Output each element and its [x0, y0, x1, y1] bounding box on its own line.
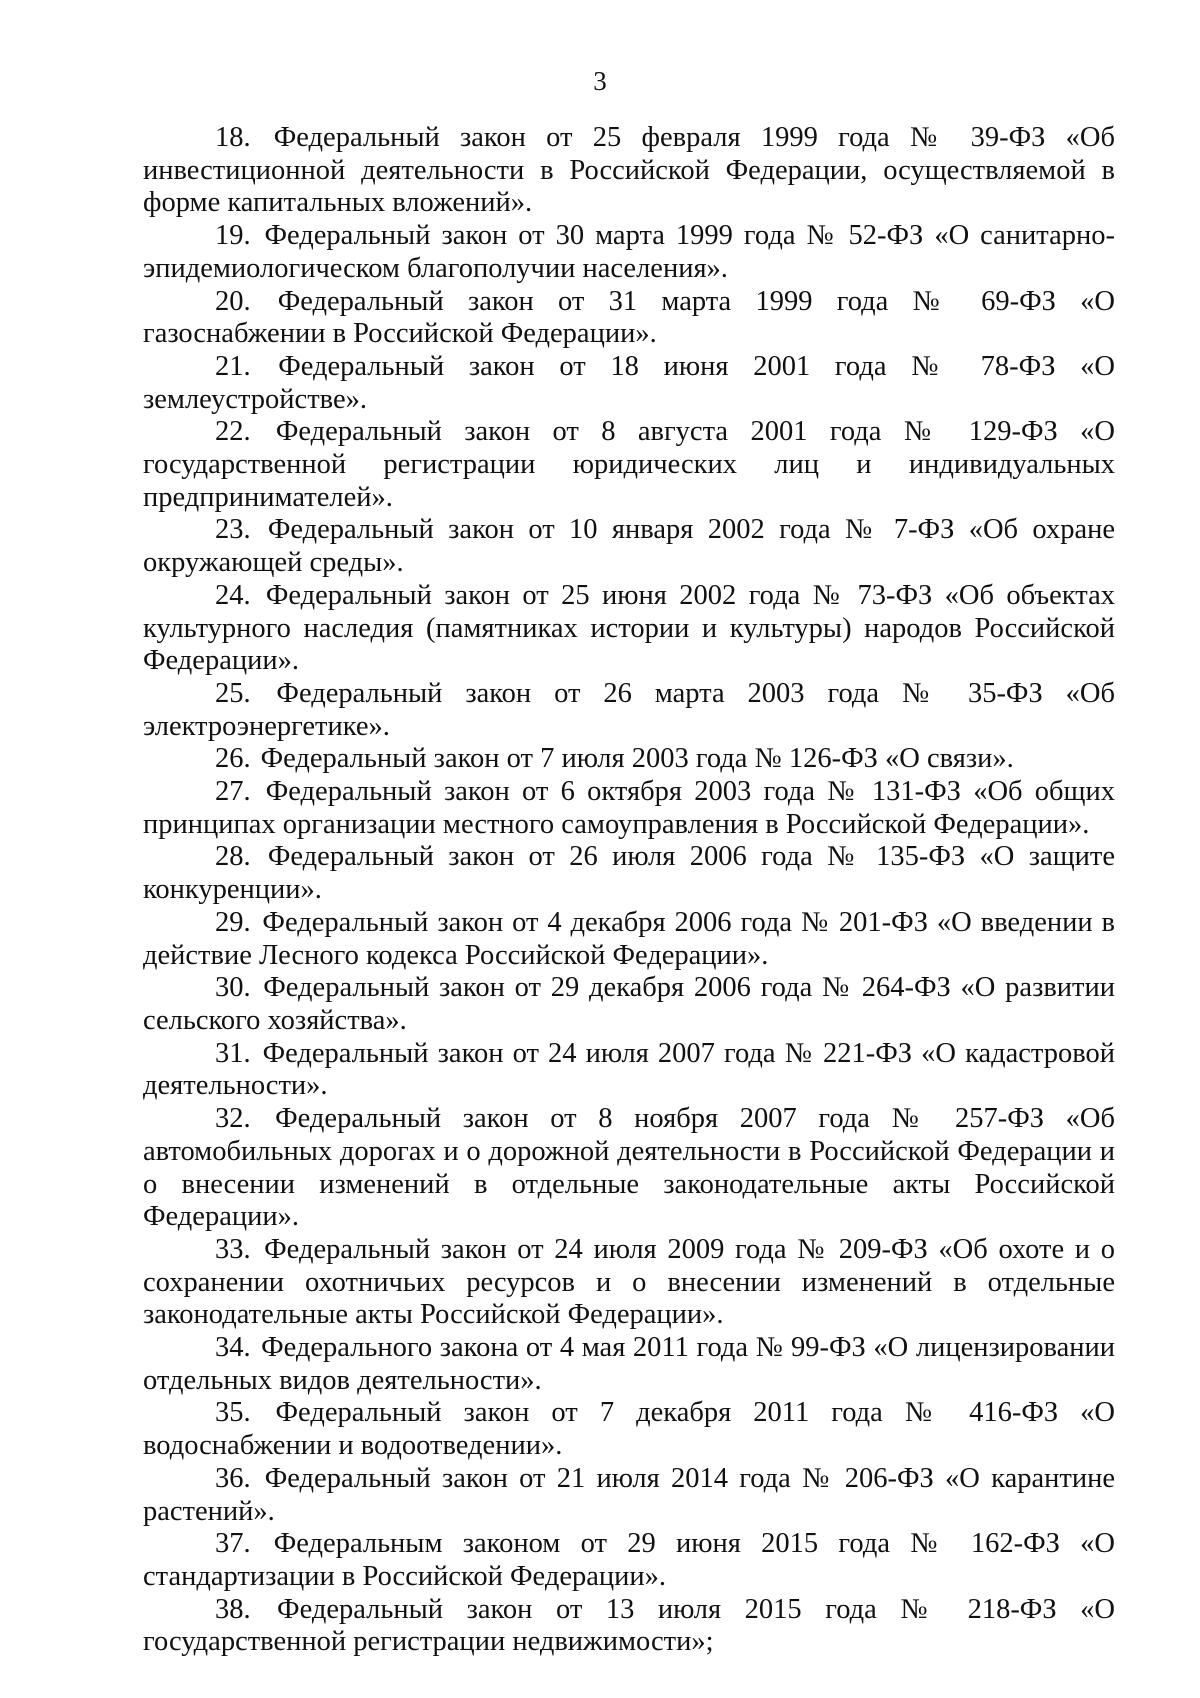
item-text: Федеральный закон от 25 июня 2002 года № 73-ФЗ «Об объектах культурного наследия (памятниках истории и культуры) народов Российской Федерации». [143, 579, 1115, 677]
list-item [143, 514, 1115, 579]
item-number: 23. [215, 514, 251, 546]
item-text: Федеральный закон от 29 декабря 2006 года № 264-ФЗ «О развитии сельского хозяйства». [143, 972, 1115, 1036]
item-number: 21. [215, 350, 251, 382]
item-text: Федеральный закон от 10 января 2002 года № 7-ФЗ «Об охране окружающей среды». [143, 514, 1116, 579]
list-item [143, 1528, 1115, 1593]
list-item [143, 1103, 1115, 1234]
page-number: 3 [593, 66, 607, 96]
item-text: Федеральный закон от 30 марта 1999 года № 52-ФЗ «О санитарно-эпидемиологическом благополучии населения». [143, 220, 1116, 284]
list-item [143, 1463, 1115, 1528]
item-text: Федеральный закон от 24 июля 2007 года № 221-ФЗ «О кадастровой деятельности». [143, 1037, 1115, 1102]
item-number: 24. [215, 579, 251, 611]
item-number: 34. [215, 1332, 251, 1364]
item-number: 32. [215, 1103, 251, 1135]
item-number: 33. [215, 1233, 251, 1265]
list-item [143, 351, 1115, 416]
item-text: Федеральный закон от 24 июля 2009 года № 209-ФЗ «Об охоте и о сохранении охотничьих ресурсов и о внесении изменений в отдельные законодательные акты Российской Федерации». [143, 1233, 1115, 1331]
list-item [143, 776, 1115, 841]
item-text: Федеральный закон от 7 июля 2003 года № 126-ФЗ «О связи». [260, 743, 1014, 775]
item-text: Федеральным законом от 29 июня 2015 года № 162-ФЗ «О стандартизации в Российской Федерации». [143, 1528, 1115, 1592]
item-number: 27. [215, 776, 251, 808]
item-text: Федеральный закон от 7 декабря 2011 года № 416-ФЗ «О водоснабжении и водоотведении». [143, 1397, 1116, 1462]
list-item [143, 678, 1115, 743]
list-item [143, 1038, 1115, 1103]
law-list [143, 122, 1115, 1659]
item-text: Федеральный закон от 6 октября 2003 года № 131-ФЗ «Об общих принципах организации местного самоуправления в Российской Федерации». [143, 776, 1116, 840]
item-number: 20. [215, 285, 251, 317]
item-text: Федеральный закон от 21 июля 2014 года № 206-ФЗ «О карантине растений». [143, 1462, 1115, 1527]
item-number: 25. [215, 677, 251, 709]
list-item [143, 1397, 1115, 1462]
item-number: 28. [215, 841, 251, 873]
item-text: Федеральный закон от 26 июля 2006 года № 135-ФЗ «О защите конкуренции». [143, 841, 1115, 906]
item-text: Федеральный закон от 8 августа 2001 года № 129-ФЗ «О государственной регистрации юридических лиц и индивидуальных предпринимателей». [143, 416, 1116, 513]
item-text: Федеральный закон от 18 июня 2001 года № 78-ФЗ «О землеустройстве». [143, 350, 1116, 415]
item-number: 29. [215, 906, 251, 938]
item-text: Федеральный закон от 8 ноября 2007 года № 257-ФЗ «Об автомобильных дорогах и о дорожной деятельности в Российской Федерации и о внесении изменений в отдельные законодательные акты Российской Федерации». [143, 1103, 1116, 1233]
item-number: 22. [215, 416, 251, 448]
item-number: 36. [215, 1462, 251, 1494]
item-text: Федеральный закон от 26 марта 2003 года № 35-ФЗ «Об электроэнергетике». [143, 677, 1115, 742]
list-item [143, 743, 1115, 776]
list-item [143, 122, 1115, 220]
list-item [143, 220, 1115, 285]
item-text: Федеральный закон от 25 февраля 1999 года № 39-ФЗ «Об инвестиционной деятельности в Российской Федерации, осуществляемой в форме капитальных вложений». [143, 122, 1116, 219]
item-number: 31. [215, 1037, 251, 1069]
item-text: Федеральный закон от 4 декабря 2006 года № 201-ФЗ «О введении в действие Лесного кодекса Российской Федерации». [143, 906, 1116, 971]
list-item [143, 416, 1115, 514]
item-number: 18. [215, 122, 251, 153]
list-item [143, 286, 1115, 351]
item-text: Федерального закона от 4 мая 2011 года № 99-ФЗ «О лицензировании отдельных видов деятельности». [143, 1332, 1116, 1396]
list-item [143, 907, 1115, 972]
item-number: 19. [215, 220, 251, 252]
item-number: 30. [215, 972, 251, 1004]
list-item [143, 972, 1115, 1037]
item-number: 35. [215, 1397, 251, 1429]
item-text: Федеральный закон от 31 марта 1999 года № 69-ФЗ «О газоснабжении в Российской Федерации». [143, 285, 1115, 350]
item-number: 38. [215, 1593, 251, 1625]
item-text: Федеральный закон от 13 июля 2015 года № 218-ФЗ «О государственной регистрации недвижимости»; [143, 1593, 1116, 1658]
list-item [143, 1332, 1115, 1397]
list-item [143, 841, 1115, 906]
list-item [143, 580, 1115, 678]
list-item [143, 1594, 1115, 1659]
item-number: 26. [215, 743, 251, 775]
list-item [143, 1234, 1115, 1332]
item-number: 37. [215, 1528, 251, 1560]
